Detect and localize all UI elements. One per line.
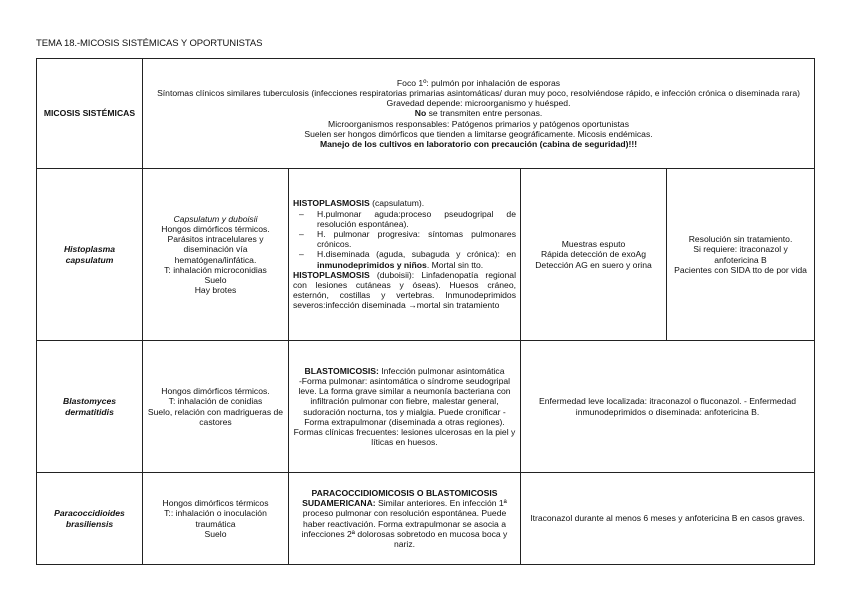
blastomyces-char-line: Hongos dimórficos térmicos. [161,386,270,397]
histoplasmosis-forms [293,209,516,270]
histoplasma-treatment [667,169,815,341]
intro-line: Microorganismos responsables: Patógenos primarios y patógenos oportunistas [328,118,629,129]
intro-line: Síntomas clínicos similares tuberculosis (infecciones respiratorias primarias asintomáticas/ duran muy poco, resolviéndose rápido, e infección crónica o diseminada rara) [157,87,800,98]
intro-row [37,59,815,169]
blastomyces-row [37,341,815,473]
intro-text [143,59,815,169]
duboisii-text: (duboisii): Linfadenopatía regional con lesiones cutáneas y óseas). Huesos cráneo, esternón, costillas y vertebras. Inmunodeprimidos severos:infección diseminada →mortal sin tratamiento [293,269,516,311]
blastomyces-clinical [289,341,521,473]
histoplasma-name: Histoplasma capsulatum [37,169,143,341]
paracoccidioides-char-line: Suelo [204,528,227,539]
histoplasma-char-line: Hay brotes [194,285,237,296]
blastomycosis-summary: Infección pulmonar asintomática [378,365,505,376]
list-item: – H. pulmonar progresiva: síntomas pulmonares crónicos. [307,229,516,249]
histoplasma-char-line: Parásitos intracelulares y diseminación vía hematógena/linfática. [167,234,264,265]
blastomycosis-label: BLASTOMICOSIS: [304,365,379,376]
intro-line: Foco 1º: pulmón por inhalación de esporas [396,77,561,88]
histoplasma-char-line: Suelo [204,274,227,285]
diagnosis-line: Muestras esputo [561,239,626,250]
bullet-bold: inmunodeprimidos y niños [317,259,427,270]
paracoccidioides-characteristics [143,473,289,565]
histoplasmosis-label: HISTOPLASMOSIS [293,198,370,209]
histoplasma-char-line: Hongos dimórficos térmicos. [161,223,270,234]
blastomyces-name: Blastomyces dermatitidis [37,341,143,473]
histoplasma-characteristics [143,169,289,341]
histoplasma-char-line: T: inhalación microconidias [164,264,267,275]
intro-no: No [414,108,427,119]
paracoccidioidomycosis-label: PARACOCCIDIOMICOSIS O BLASTOMICOSIS SUDAMERICANA: [302,487,498,509]
list-item [307,249,516,269]
histoplasmosis-variety: (capsulatum). [369,198,425,209]
histoplasmosis-label: HISTOPLASMOSIS [293,269,370,280]
list-item: – H.pulmonar aguda:proceso pseudogripal de resolución espontánea). [307,209,516,229]
blastomyces-characteristics [143,341,289,473]
paracoccidioidomycosis-text: Similar anteriores. En infección 1ª proceso pulmonar con resolución espontánea. Puede haber reactivación. Forma extrapulmonar se asocia a infecciones 2ª dolorosas sobretodo en mucosa boca y nariz. [301,498,508,549]
histoplasmosis-capsulatum-heading [293,198,516,208]
histoplasma-varieties: Capsulatum y duboisii [173,213,258,224]
paracoccidioides-clinical [289,473,521,565]
intro-line4-rest: se transmiten entre personas. [426,108,543,119]
treatment-line: Resolución sin tratamiento. [688,234,793,245]
micosis-table [36,58,815,565]
paracoccidioides-name: Paracoccidioides brasiliensis [37,473,143,565]
paracoccidioides-char-line: T:: inhalación o inoculación traumática [164,508,267,529]
diagnosis-line: Rápida detección de exoAg [540,249,647,260]
histoplasmosis-duboisii [293,270,516,311]
document-title: TEMA 18.-MICOSIS SISTÉMICAS Y OPORTUNISTAS [36,38,263,49]
paracoccidioides-row [37,473,815,565]
blastomyces-treatment: Enfermedad leve localizada: itraconazol o fluconazol. - Enfermedad inmunodeprimidos o diseminada: anfotericina B. [521,341,815,473]
histoplasma-diagnosis [521,169,667,341]
blastomyces-char-line: T: inhalación de conidias [168,396,263,407]
blastomycosis-heading [293,366,516,376]
intro-label: MICOSIS SISTÉMICAS [37,59,143,169]
paracoccidioides-char-line: Hongos dimórficos térmicos [162,498,269,509]
paracoccidioides-treatment: Itraconazol durante al menos 6 meses y anfotericina B en casos graves. [521,473,815,565]
treatment-line: Si requiere: itraconazol y anfotericina B [693,244,788,265]
histoplasma-row [37,169,815,341]
intro-line: Suelen ser hongos dimórficos que tienden a limitarse geográficamente. Micosis endémicas. [304,128,653,139]
bullet-text: . Mortal sin tto. [426,259,484,270]
intro-line [147,108,810,118]
blastomyces-char-line: Suelo, relación con madrigueras de castores [147,406,284,427]
treatment-line: Pacientes con SIDA tto de por vida [674,264,807,275]
blastomycosis-body: -Forma pulmonar: asintomática o síndrome seudogripal leve. La forma grave similar a neumonía bacteriana con infiltración pulmonar con fiebre, malestar general, sudoración nocturna, tos y mialgia. Puede cronificar -Forma extrapulmonar (diseminada a otras regiones). Formas clínicas frecuentes: lesiones ulcerosas en la piel y líticas en huesos. [293,375,516,448]
histoplasma-clinical [289,169,521,341]
diagnosis-line: Detección AG en suero y orina [535,259,652,270]
bullet-text: H.diseminada (aguda, subaguda y crónica): en [317,249,516,260]
intro-line: Gravedad depende: microorganismo y huésped. [386,98,571,109]
intro-warning: Manejo de los cultivos en laboratorio con precaución (cabina de seguridad)!!! [319,139,638,149]
